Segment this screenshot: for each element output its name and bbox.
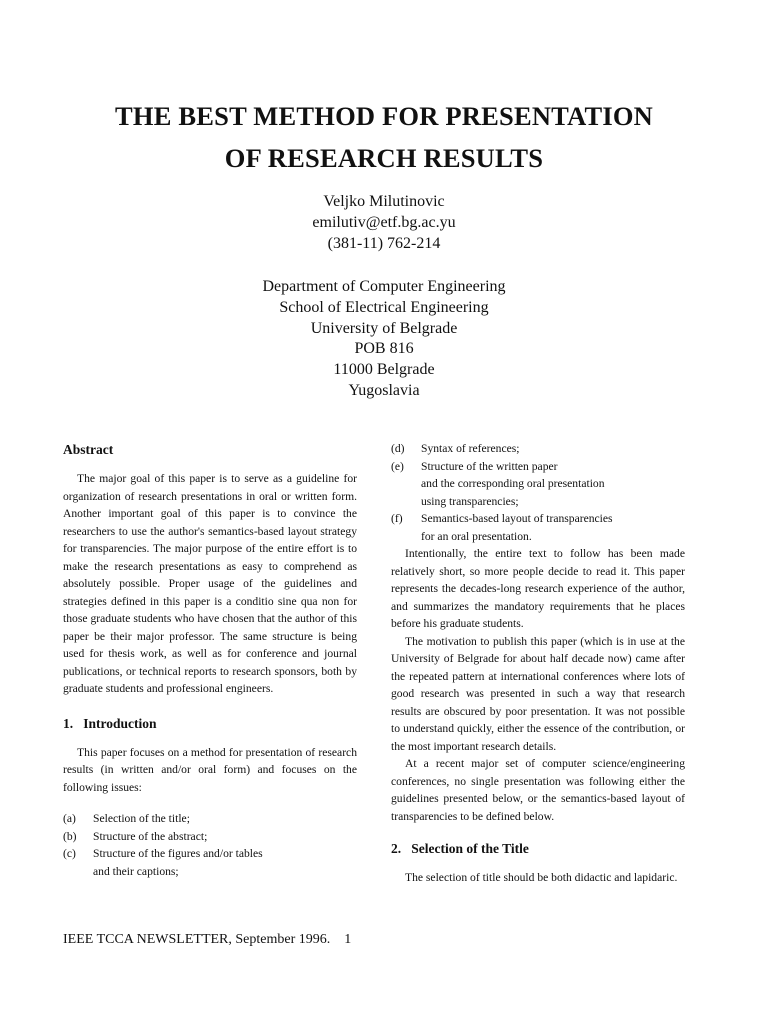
section-2-text: The selection of title should be both didactic and lapidaric. [405, 871, 678, 884]
list-item-text: Structure of the written paper [421, 459, 558, 473]
affiliation-line: School of Electrical Engineering [279, 298, 489, 316]
paper-title [0, 95, 768, 179]
list-item [63, 828, 357, 846]
list-item-label: (b) [63, 829, 77, 843]
author-block [0, 192, 768, 254]
author-phone: (381-11) 762-214 [327, 234, 441, 252]
section-2-heading: 2. Selection of the Title [391, 841, 529, 856]
affiliation-block [0, 277, 768, 402]
list-item-text: Syntax of references; [421, 442, 520, 455]
list-item-text: Selection of the title; [93, 812, 190, 825]
title-line-1: THE BEST METHOD FOR PRESENTATION [115, 101, 653, 131]
page-footer [63, 932, 351, 948]
list-item [63, 810, 357, 828]
abstract-heading: Abstract [63, 442, 114, 457]
introduction-heading: 1. Introduction [63, 715, 157, 731]
issues-list-left [63, 810, 357, 880]
list-item [63, 845, 357, 880]
introduction-paragraph-4: At a recent major set of computer science/engineering conferences, no single presentation was following either the guidelines presented below, or the semantics-based layout of transparencies to be defined below. [391, 757, 685, 823]
list-item-text: Semantics-based layout of transparencies [421, 512, 613, 525]
list-item-label: (a) [63, 812, 76, 825]
list-item-label: (f) [391, 512, 403, 525]
list-item [391, 440, 685, 458]
left-column [63, 440, 357, 880]
introduction-paragraph-2: Intentionally, the entire text to follow has been made relatively short, so more people decide to read it. This paper represents the decades-long research experience of the author, and summarizes the mandatory requirements that he places before his graduate students. [391, 547, 685, 630]
list-item-text: Structure of the figures and/or tables [93, 847, 263, 860]
author-email: emilutiv@etf.bg.ac.yu [312, 213, 456, 231]
list-item-label: (c) [63, 847, 76, 860]
author-name: Veljko Milutinovic [323, 193, 445, 210]
list-item-text-cont: for an oral presentation. [421, 529, 532, 543]
page-number: 1 [344, 932, 352, 947]
list-item-text: Structure of the abstract; [93, 829, 208, 843]
list-item-label: (d) [391, 442, 405, 455]
introduction-text: This paper focuses on a method for presentation of research results (in written and/or oral form) and focuses on the following issues: [63, 745, 357, 794]
title-line-2: OF RESEARCH RESULTS [224, 143, 544, 173]
list-item-text-cont: and their captions; [93, 864, 179, 878]
affiliation-line: POB 816 [354, 340, 414, 358]
affiliation-line: Department of Computer Engineering [262, 278, 506, 295]
list-item [391, 458, 685, 511]
abstract-text: The major goal of this paper is to serve as a guideline for organization of research presentations in oral or written form. Another important goal of this paper is to convince the researchers to use the author's semantics-based layout strategy for transparencies. The major purpose of the entire effort is to make the research presentations as easy to comprehend as absolutely possible. Proper usage of the guidelines and strategies defined in this paper is a conditio sine qua non for those graduate students who have chosen that the author of this paper be their major professor. The same structure is being used for thesis work, as well as for conference and journal publications, or technical reports to research sponsors, both by graduate students and professional engineers. [63, 472, 357, 695]
issues-list-right [391, 440, 685, 545]
affiliation-line: 11000 Belgrade [333, 361, 435, 379]
right-column [391, 440, 685, 887]
affiliation-line: Yugoslavia [348, 381, 420, 399]
introduction-paragraph-3: The motivation to publish this paper (which is in use at the University of Belgrade for about half decade now) came after the repeated pattern at international conferences where lots of good research was presented in such a way that research results are obscured by poor presentation. It was not possible to understand quickly, either the essence of the contribution, or the most important research details. [391, 634, 685, 753]
list-item-label: (e) [391, 459, 404, 473]
list-item [391, 510, 685, 545]
list-item-text-cont: using transparencies; [421, 494, 519, 508]
list-item-text-cont: and the corresponding oral presentation [421, 477, 605, 490]
affiliation-line: University of Belgrade [310, 319, 458, 337]
footer-text: IEEE TCCA NEWSLETTER, September 1996. [63, 932, 331, 947]
